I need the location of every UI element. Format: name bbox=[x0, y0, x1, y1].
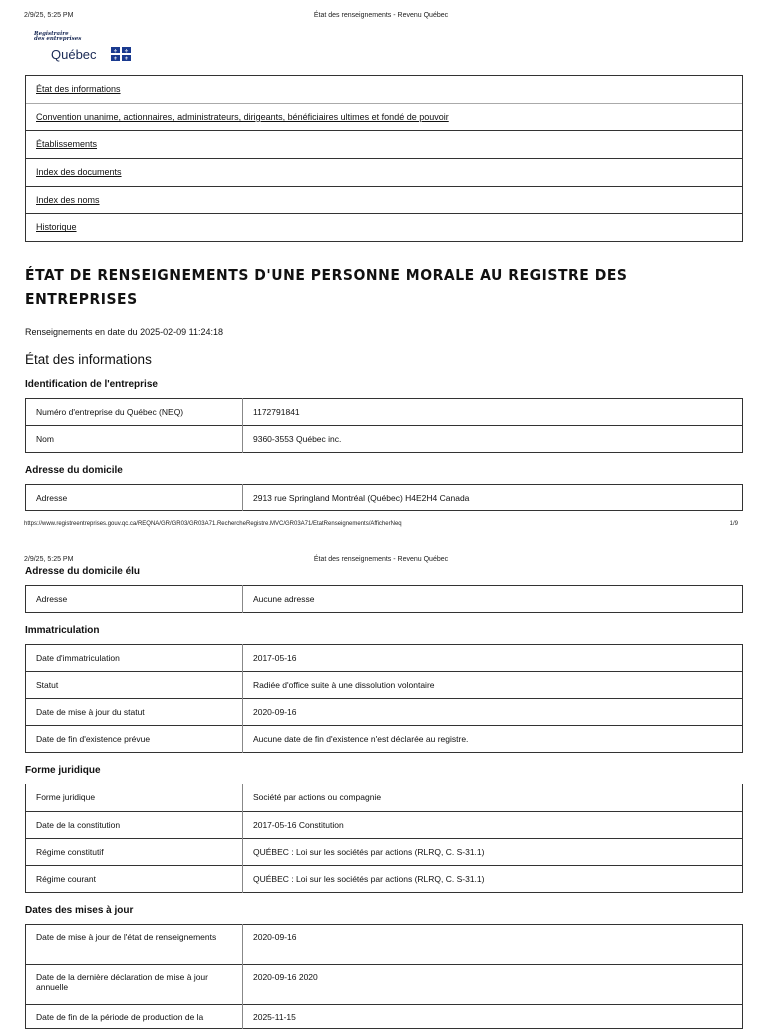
nav-etat-informations[interactable] bbox=[26, 76, 742, 103]
section-title: État des informations bbox=[25, 352, 152, 367]
field-value: Société par actions ou compagnie bbox=[253, 792, 382, 803]
table-row bbox=[26, 811, 743, 838]
table-row bbox=[26, 726, 743, 753]
domicile-table bbox=[25, 484, 743, 511]
svg-text:⚜: ⚜ bbox=[113, 48, 118, 55]
print-datetime: 2/9/25, 5:25 PM bbox=[24, 556, 74, 563]
field-label: Adresse bbox=[26, 586, 243, 613]
table-row bbox=[26, 1005, 743, 1029]
page-title-line1: ÉTAT DE RENSEIGNEMENTS D'UNE PERSONNE MORALE AU REGISTRE DES bbox=[25, 266, 628, 284]
field-value: Radiée d'office suite à une dissolution volontaire bbox=[243, 672, 743, 699]
nav-link-label[interactable]: Établissements bbox=[36, 139, 98, 150]
field-value: 1172791841 bbox=[253, 407, 300, 417]
nav-historique[interactable] bbox=[26, 213, 742, 241]
nav-index-documents[interactable] bbox=[26, 158, 742, 186]
nav-link-label[interactable]: Historique bbox=[36, 222, 77, 233]
field-value: 2017-05-16 Constitution bbox=[243, 811, 743, 838]
domicile-heading: Adresse du domicile bbox=[25, 465, 123, 476]
mises-a-jour-table bbox=[25, 924, 743, 1029]
table-row bbox=[26, 426, 743, 453]
field-label: Date de mise à jour de l'état de renseignements bbox=[26, 925, 243, 965]
page-title bbox=[25, 263, 628, 311]
logo-line2: des entreprises bbox=[34, 36, 82, 42]
print-url: https://www.registreentreprises.gouv.qc.ca/REQNA/GR/GR03/GR03A71.RechercheRegistre.MVC/GR03A71/EtatRenseignements/AfficherNeq bbox=[24, 521, 402, 527]
print-title: État des renseignements - Revenu Québec bbox=[313, 556, 449, 563]
field-value: 2025-11-15 bbox=[243, 1005, 743, 1029]
logo-quebec-wordmark: Québec bbox=[51, 47, 97, 62]
immatriculation-heading: Immatriculation bbox=[25, 625, 100, 636]
svg-text:⚜: ⚜ bbox=[124, 48, 129, 55]
field-label: Date de la constitution bbox=[26, 811, 243, 838]
identification-table bbox=[25, 398, 743, 453]
nav-link-label[interactable]: Index des noms bbox=[36, 194, 100, 205]
field-label: Date de mise à jour du statut bbox=[26, 699, 243, 726]
field-label: Régime courant bbox=[26, 865, 243, 892]
table-row bbox=[26, 399, 743, 426]
mises-a-jour-heading: Dates des mises à jour bbox=[25, 905, 134, 916]
field-value: 2913 rue Springland Montréal (Québec) H4E2H4 Canada bbox=[253, 492, 470, 503]
immatriculation-table bbox=[25, 644, 743, 753]
field-label: Date de fin de la période de production de la bbox=[26, 1005, 243, 1029]
field-label: Nom bbox=[26, 426, 243, 453]
table-row bbox=[26, 865, 743, 892]
nav-convention-unanime[interactable] bbox=[26, 103, 742, 131]
table-row bbox=[26, 485, 743, 511]
nav-group bbox=[26, 130, 742, 241]
nav-link-label[interactable]: État des informations bbox=[36, 84, 121, 94]
quebec-flag-icon bbox=[111, 47, 131, 61]
table-row bbox=[26, 784, 743, 811]
field-value: 2020-09-16 bbox=[253, 932, 297, 942]
print-title: État des renseignements - Revenu Québec bbox=[313, 12, 449, 19]
nav-index-noms[interactable] bbox=[26, 186, 742, 214]
forme-juridique-heading: Forme juridique bbox=[25, 765, 101, 776]
identification-heading: Identification de l'entreprise bbox=[25, 379, 158, 390]
table-row bbox=[26, 965, 743, 1005]
field-label: Date de fin d'existence prévue bbox=[26, 726, 243, 753]
table-row bbox=[26, 586, 743, 613]
field-value: 2017-05-16 bbox=[253, 653, 297, 663]
page-title-line2: ENTREPRISES bbox=[25, 290, 138, 308]
nav-link-label[interactable]: Convention unanime, actionnaires, administrateurs, dirigeants, bénéficiaires ultimes et fondé de pouvoir bbox=[36, 111, 449, 122]
table-row bbox=[26, 838, 743, 865]
registraire-quebec-logo[interactable] bbox=[34, 32, 134, 62]
field-value: 9360-3553 Québec inc. bbox=[243, 426, 743, 453]
field-label: Numéro d'entreprise du Québec (NEQ) bbox=[26, 399, 243, 426]
field-label: Adresse bbox=[26, 485, 243, 511]
logo-line1: Registraire bbox=[34, 31, 69, 37]
section-navigation bbox=[25, 75, 743, 242]
nav-etablissements[interactable] bbox=[26, 131, 742, 158]
domicile-elu-table bbox=[25, 585, 743, 613]
field-value: 2020-09-16 2020 bbox=[243, 965, 743, 1005]
print-page-number: 1/9 bbox=[729, 521, 738, 527]
field-label: Date d'immatriculation bbox=[26, 645, 243, 672]
domicile-elu-heading: Adresse du domicile élu bbox=[25, 566, 141, 577]
svg-text:⚜: ⚜ bbox=[113, 56, 118, 61]
field-label: Forme juridique bbox=[26, 784, 243, 811]
field-label: Régime constitutif bbox=[26, 838, 243, 865]
field-value: QUÉBEC : Loi sur les sociétés par actions (RLRQ, C. S-31.1) bbox=[243, 838, 743, 865]
field-label: Date de la dernière déclaration de mise à jour annuelle bbox=[26, 965, 243, 1005]
field-value: 2020-09-16 bbox=[243, 699, 743, 726]
table-row bbox=[26, 645, 743, 672]
field-value: Aucune adresse bbox=[253, 594, 315, 604]
nav-link-label[interactable]: Index des documents bbox=[36, 167, 122, 178]
forme-juridique-table bbox=[25, 784, 743, 893]
print-datetime: 2/9/25, 5:25 PM bbox=[24, 12, 74, 19]
table-row bbox=[26, 925, 743, 965]
table-row bbox=[26, 699, 743, 726]
field-value: QUÉBEC : Loi sur les sociétés par actions (RLRQ, C. S-31.1) bbox=[243, 865, 743, 892]
info-as-of-date: Renseignements en date du 2025-02-09 11:24:18 bbox=[25, 327, 223, 337]
svg-text:⚜: ⚜ bbox=[124, 56, 129, 61]
table-row bbox=[26, 672, 743, 699]
field-value: Aucune date de fin d'existence n'est déclarée au registre. bbox=[243, 726, 743, 753]
field-label: Statut bbox=[26, 672, 243, 699]
